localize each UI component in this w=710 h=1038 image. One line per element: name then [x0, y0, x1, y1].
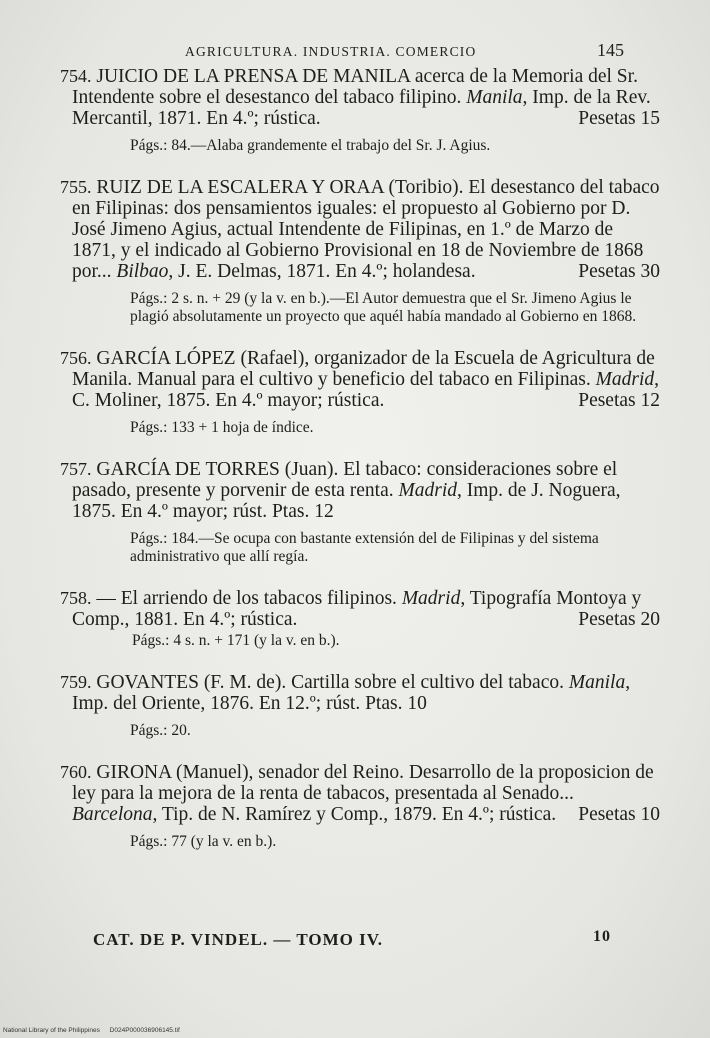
library-credit: National Library of the Philippines [3, 1027, 100, 1034]
entry-price: Pesetas 15 [578, 108, 660, 129]
entry-note: Págs.: 2 s. n. + 29 (y la v. en b.).—El Autor demuestra que el Sr. Jimeno Agius le plagió absolutamente un proyecto que aquél había mandado al Gobierno en 1868. [130, 290, 637, 325]
entry-number: 757. [60, 459, 92, 479]
entry-title: GOVANTES (F. M. de). Cartilla sobre el cultivo del tabaco. [96, 672, 569, 693]
entry-754 [52, 66, 660, 155]
scan-credit [3, 1027, 188, 1034]
entry-title: — El arriendo de los tabacos filipinos. [96, 588, 402, 609]
entry-number: 754. [60, 66, 92, 86]
entry-text [52, 348, 660, 411]
entry-place: Manila [568, 672, 626, 693]
entry-756 [52, 348, 660, 437]
entry-place: Madrid [398, 480, 457, 501]
entry-price: Pesetas 10 [578, 804, 660, 825]
entry-title: JUICIO DE LA PRENSA DE MANILA acerca de la Memoria del Sr. Intendente sobre el desestanco del tabaco filipino. [72, 66, 638, 108]
entry-price: Pesetas 20 [578, 609, 660, 630]
entry-text [52, 588, 660, 630]
entry-note: Págs.: 77 (y la v. en b.). [130, 833, 277, 850]
footer [93, 930, 633, 950]
entry-number: 759. [60, 672, 92, 692]
entry-number: 755. [60, 177, 92, 197]
entry-imprint: , Imp. de la Rev. Mercantil, 1871. En 4.º; rústica. [72, 87, 651, 129]
entry-price: Pesetas 12 [578, 390, 660, 411]
entry-text [52, 177, 660, 282]
scan-id: D024P000036906145.tif [109, 1027, 180, 1034]
catalog-volume: CAT. DE P. VINDEL. — TOMO IV. [93, 930, 384, 949]
entry-755 [52, 177, 660, 326]
entry-title: RUIZ DE LA ESCALERA Y ORAA (Toribio). El desestanco del tabaco en Filipinas: dos pensamientos iguales: el propuesto al Gobierno por D. José Jimeno Agius, actual Intendente de Filipinas, en 1.º de Marzo de 1871, y el indicado al Gobierno Provisional en 18 de Noviembre de 1868 por... [72, 177, 660, 282]
entry-number: 756. [60, 348, 92, 368]
entry-imprint: , J. E. Delmas, 1871. En 4.º; holandesa. [168, 261, 476, 282]
entry-imprint: , Tipografía Montoya y Comp., 1881. En 4.º; rústica. [72, 588, 642, 630]
entry-text [52, 459, 660, 522]
entry-note: Págs.: 184.—Se ocupa con bastante extensión del de Filipinas y del sistema administrativo que allí regía. [130, 530, 599, 565]
entry-place: Madrid [401, 588, 461, 609]
entry-price: Pesetas 30 [578, 261, 660, 282]
signature-mark: 10 [593, 928, 611, 945]
entries-list [52, 66, 660, 873]
entry-note: Págs.: 20. [130, 722, 191, 739]
entry-number: 760. [60, 762, 92, 782]
entry-title: GIRONA (Manuel), senador del Reino. Desarrollo de la proposicion de ley para la mejora de la renta de tabacos, presentada al Senado... [72, 762, 654, 804]
entry-note: Págs.: 133 + 1 hoja de índice. [130, 419, 314, 436]
entry-758 [52, 588, 660, 650]
entry-imprint: , Imp. de J. Noguera, 1875. En 4.º mayor; rúst. Ptas. 12 [72, 480, 621, 522]
entry-number: 758. [60, 588, 92, 608]
entry-text [52, 66, 660, 129]
entry-imprint: , C. Moliner, 1875. En 4.º mayor; rústica. [72, 369, 659, 411]
entry-place: Manila [466, 87, 523, 108]
entry-note: Págs.: 4 s. n. + 171 (y la v. en b.). [132, 632, 340, 649]
entry-759 [52, 672, 660, 740]
entry-place: Barcelona [72, 804, 153, 825]
entry-title: GARCÍA LÓPEZ (Rafael), organizador de la Escuela de Agricultura de Manila. Manual para el cultivo y beneficio del tabaco en Filipinas. [72, 348, 655, 390]
page-number: 145 [597, 40, 624, 60]
entry-text [52, 762, 660, 825]
entry-757 [52, 459, 660, 566]
section-title: AGRICULTURA. INDUSTRIA. COMERCIO [185, 44, 477, 59]
entry-imprint: , Imp. del Oriente, 1876. En 12.º; rúst. Ptas. 10 [72, 672, 631, 714]
entry-place: Bilbao [116, 261, 169, 282]
entry-title: GARCÍA DE TORRES (Juan). El tabaco: consideraciones sobre el pasado, presente y porvenir de esta renta. [72, 459, 618, 501]
entry-note: Págs.: 84.—Alaba grandemente el trabajo del Sr. J. Agius. [130, 137, 491, 154]
entry-place: Madrid [595, 369, 655, 390]
entry-text [52, 672, 660, 714]
entry-imprint: , Tip. de N. Ramírez y Comp., 1879. En 4.º; rústica. [152, 804, 557, 825]
entry-760 [52, 762, 660, 851]
